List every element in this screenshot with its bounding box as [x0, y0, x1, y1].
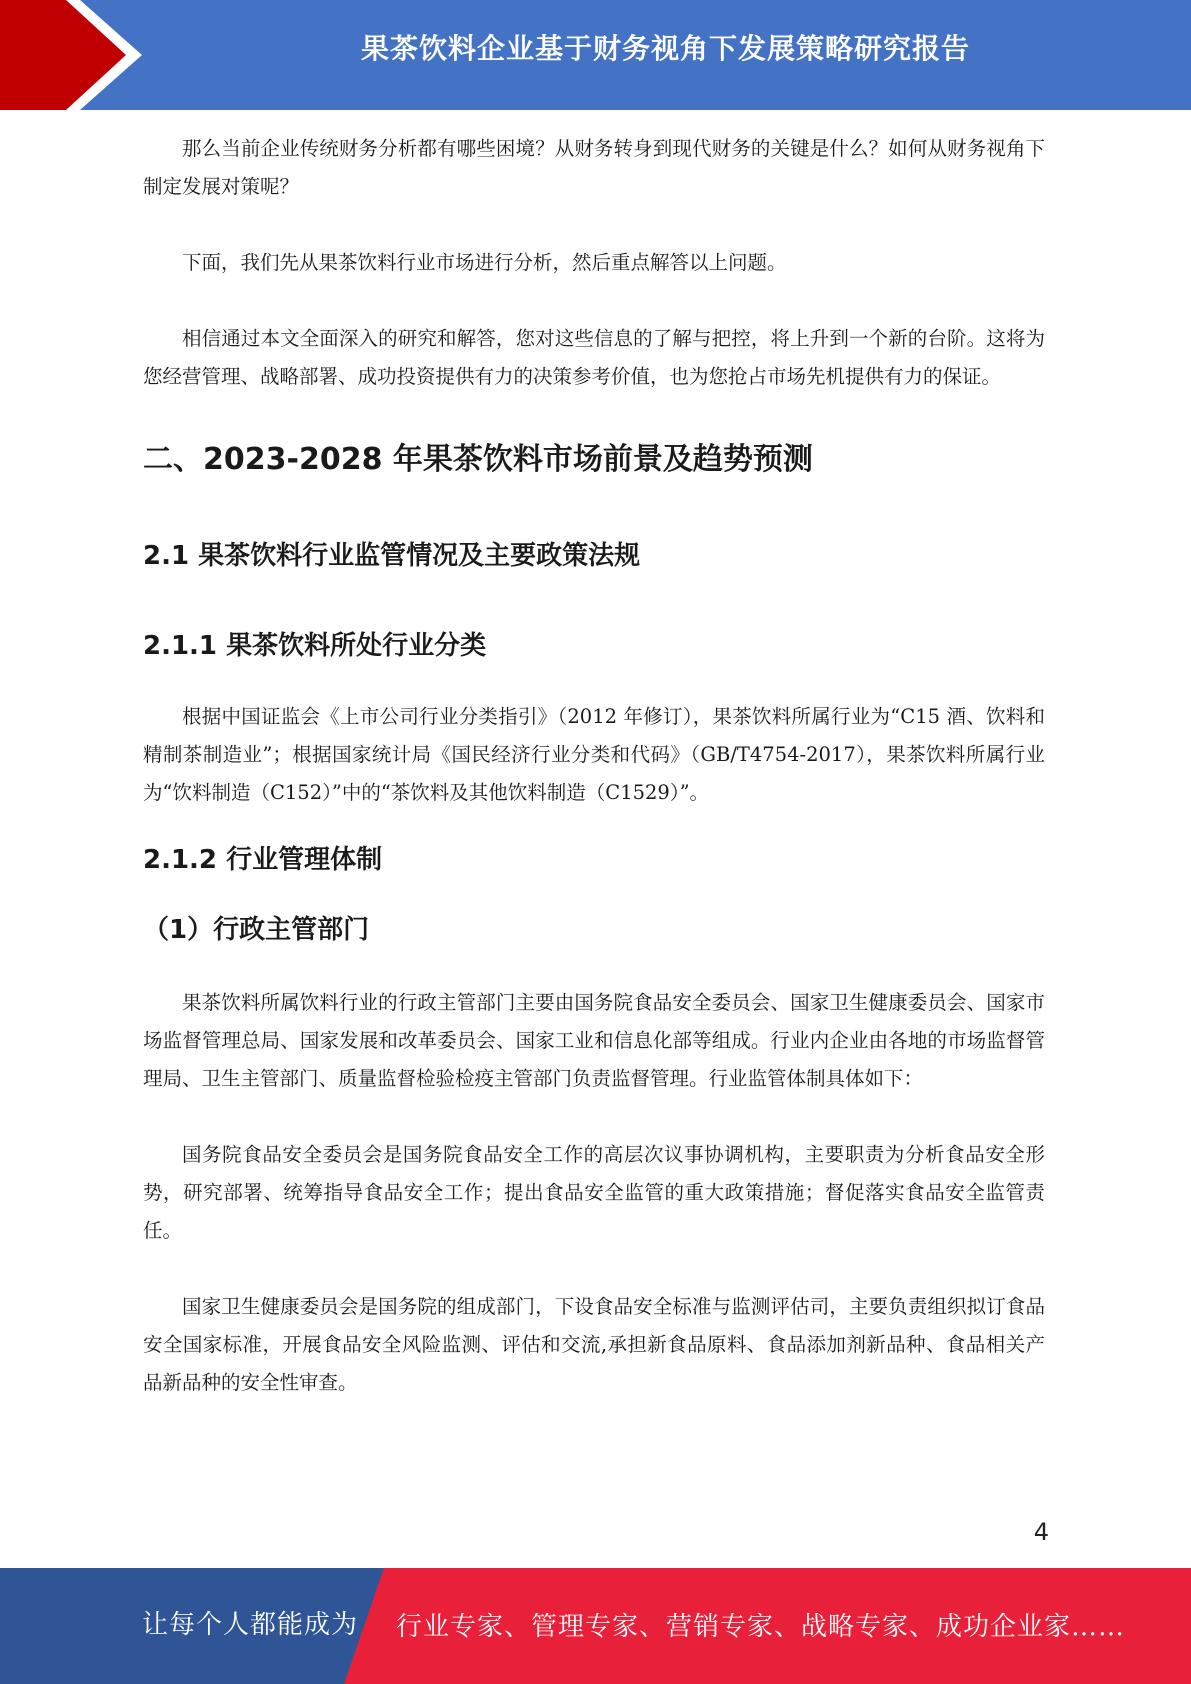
admin-paragraph: 国家卫生健康委员会是国务院的组成部门，下设食品安全标准与监测评估司，主要负责组织拟订食品安全国家标准，开展食品安全风险监测、评估和交流,承担新食品原料、食品添加剂新品种、食品相关产品新品种的安全性审查。 [143, 1295, 1045, 1394]
header-arrow-emblem [0, 0, 160, 110]
footer-slogan-lead: 让每个人都能成为 [142, 1610, 359, 1640]
page-footer [0, 1568, 1191, 1684]
intro-paragraph: 相信通过本文全面深入的研究和解答，您对这些信息的了解与把控，将上升到一个新的台阶。这将为您经营管理、战略部署、成功投资提供有力的决策参考价值，也为您抢占市场先机提供有力的保证。 [143, 327, 1045, 388]
classification-paragraph: 根据中国证监会《上市公司行业分类指引》（2012 年修订），果茶饮料所属行业为“C15 酒、饮料和精制茶制造业”；根据国家统计局《国民经济行业分类和代码》（GB/T4754-2017），果茶饮料所属行业为“饮料制造（C152）”中的“茶饮料及其他饮料制造（C1529）”。 [143, 705, 1045, 804]
page-number: 4 [1033, 1518, 1049, 1546]
admin-paragraph: 国务院食品安全委员会是国务院食品安全工作的高层次议事协调机构，主要职责为分析食品安全形势，研究部署、统筹指导食品安全工作；提出食品安全监管的重大政策措施；督促落实食品安全监管责任。 [143, 1143, 1045, 1242]
intro-paragraph: 下面，我们先从果茶饮料行业市场进行分析，然后重点解答以上问题。 [182, 251, 787, 274]
subsubsection-heading: 2.1.1 果茶饮料所处行业分类 [143, 631, 487, 661]
item-heading: （1）行政主管部门 [143, 915, 370, 945]
subsection-heading: 2.1 果茶饮料行业监管情况及主要政策法规 [143, 541, 641, 571]
page-header [0, 0, 1191, 110]
intro-paragraph: 那么当前企业传统财务分析都有哪些困境？从财务转身到现代财务的关键是什么？如何从财务视角下制定发展对策呢？ [143, 137, 1045, 198]
subsubsection-heading: 2.1.2 行业管理体制 [143, 845, 383, 875]
footer-slogan-roles: 行业专家、管理专家、营销专家、战略专家、成功企业家…… [396, 1612, 1126, 1642]
section-heading: 二、2023-2028 年果茶饮料市场前景及趋势预测 [143, 442, 813, 477]
page-content [143, 130, 1045, 1402]
admin-paragraph: 果茶饮料所属饮料行业的行政主管部门主要由国务院食品安全委员会、国家卫生健康委员会、国家市场监督管理总局、国家发展和改革委员会、国家工业和信息化部等组成。行业内企业由各地的市场监督管理局、卫生主管部门、质量监督检验检疫主管部门负责监督管理。行业监管体制具体如下： [143, 991, 1045, 1090]
report-title: 果茶饮料企业基于财务视角下发展策略研究报告 [360, 32, 970, 65]
